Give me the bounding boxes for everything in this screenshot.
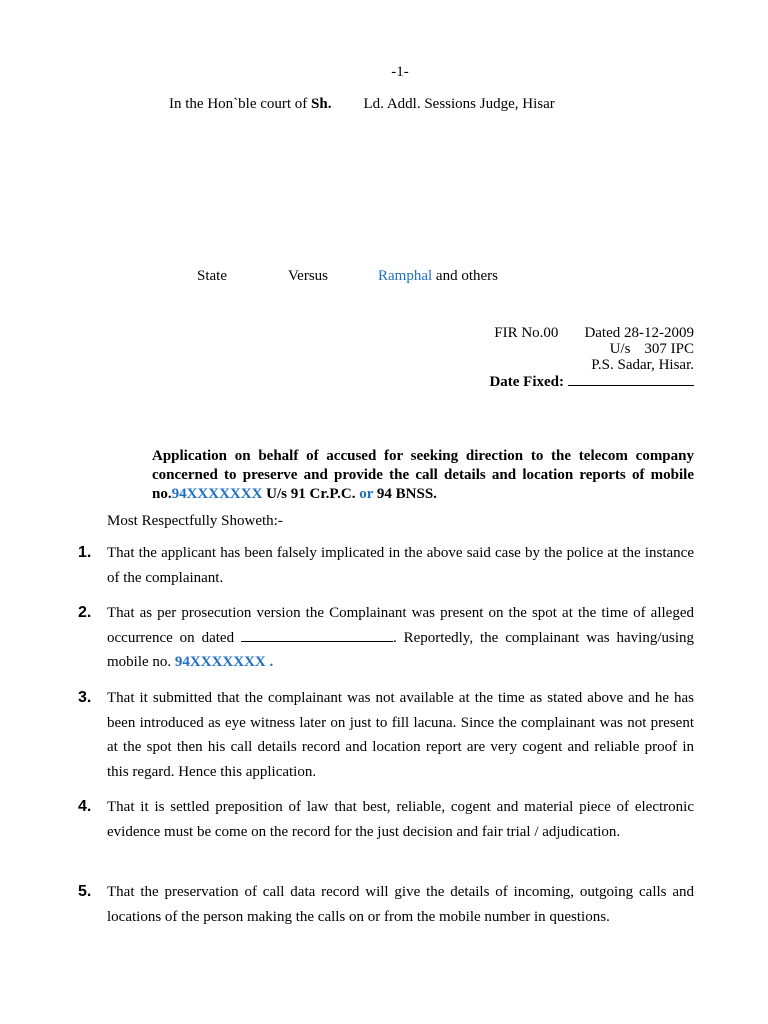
paragraph-text: That it submitted that the complainant was not available at the time as stated above and he has been introduced as eye witness later on just to fill lacuna. Since the complainant was not present at the spot then his call details record and location report are very cogent and reliable proof in this regard. Hence this application. [107, 690, 694, 780]
subject-text-1: Application on behalf of accused for seeking direction to the telecom company concerned to preserve and provide the call details and location reports of mobile no. [152, 448, 694, 502]
party-state: State [197, 268, 227, 284]
date-fixed-blank [568, 373, 694, 386]
paragraph-text-a: That as per prosecution version the Complainant was present on the spot at the time of alleged occurrence on dated [107, 605, 694, 646]
case-parties [197, 268, 498, 285]
application-subject [152, 447, 694, 504]
court-heading [169, 96, 555, 113]
subject-mobile: 94XXXXXXX [171, 486, 263, 502]
paragraph-number: 5. [78, 883, 92, 900]
paragraph-5 [78, 880, 694, 929]
paragraph-number: 1. [78, 544, 92, 561]
date-blank [241, 628, 393, 642]
paragraph-3 [78, 686, 694, 784]
police-station: P.S. Sadar, Hisar. [591, 357, 694, 373]
paragraph-text [107, 601, 694, 675]
fir-row [489, 325, 694, 341]
paragraph-text: That it is settled preposition of law that best, reliable, cogent and material piece of electronic evidence must be come on the record for the just decision and fair trial / adjudication. [107, 799, 694, 840]
subject-text-3: 94 BNSS. [373, 486, 437, 502]
paragraph-2 [78, 601, 694, 675]
court-sh: Sh. [311, 96, 332, 112]
fir-details [489, 325, 694, 390]
paragraph-1 [78, 541, 694, 590]
section: 307 IPC [644, 341, 694, 357]
fir-number: FIR No.00 [494, 325, 559, 341]
page-number: -1- [391, 64, 409, 80]
subject-or: or [359, 486, 374, 502]
paragraph-text: That the preservation of call data record will give the details of incoming, outgoing calls and locations of the person making the calls on or from the mobile number in questions. [107, 884, 694, 925]
court-judge: Ld. Addl. Sessions Judge, Hisar [363, 96, 555, 112]
fir-date: Dated 28-12-2009 [584, 325, 694, 341]
paragraph-number: 3. [78, 689, 92, 706]
paragraph-text-b: . Reportedly, the complainant was having/using mobile no. [107, 629, 694, 670]
accused-suffix: and others [432, 268, 498, 284]
party-accused [378, 268, 498, 285]
paragraph-number: 2. [78, 604, 92, 621]
section-row [489, 341, 694, 357]
paragraph-4 [78, 795, 694, 844]
date-fixed-row [489, 373, 694, 390]
paragraph-mobile: 94XXXXXXX . [174, 654, 274, 670]
salutation: Most Respectfully Showeth:- [107, 513, 283, 529]
court-prefix: In the Hon`ble court of [169, 96, 312, 112]
paragraph-text: That the applicant has been falsely implicated in the above said case by the police at the instance of the complainant. [107, 545, 694, 586]
us-label: U/s [609, 341, 631, 357]
accused-name: Ramphal [378, 268, 433, 284]
date-fixed-label: Date Fixed: [489, 374, 564, 390]
party-versus: Versus [288, 268, 328, 284]
paragraph-number: 4. [78, 798, 92, 815]
subject-text-2: U/s 91 Cr.P.C. [262, 486, 360, 502]
